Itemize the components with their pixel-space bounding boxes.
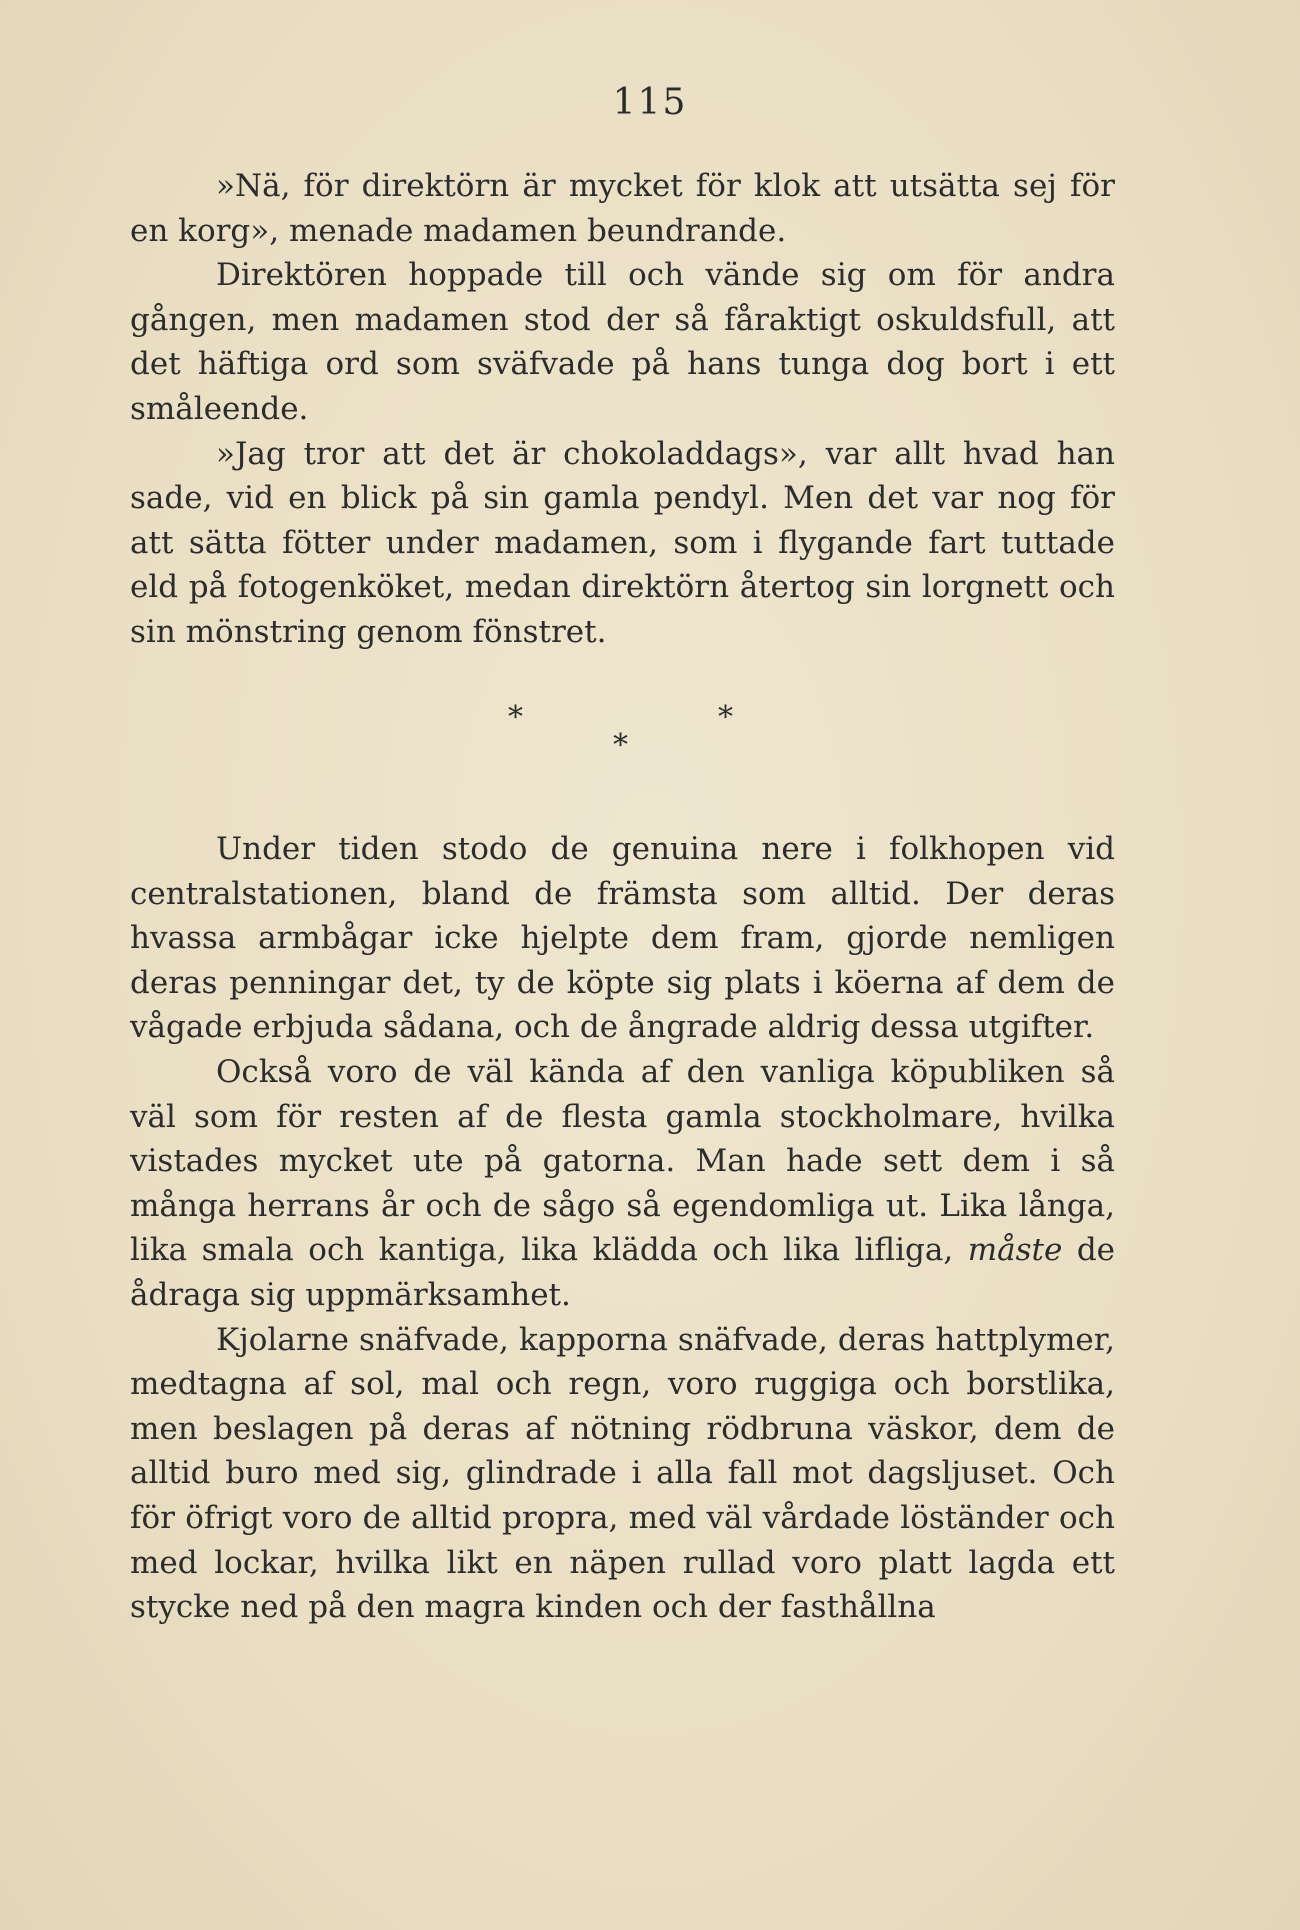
asterisk: *: [508, 700, 523, 735]
paragraph: Kjolarne snäfvade, kapporna snäfvade, deras hattplymer, medtagna af sol, mal och regn, voro ruggiga och borstlika, men beslagen på deras af nötning rödbruna väskor, dem de alltid buro med sig, glindrade i alla fall mot dagsljuset. Och för öfrigt voro de alltid propra, med väl vårdade löständer och med lockar, hvilka likt en näpen rullad voro platt lagda ett stycke ned på den magra kinden och der fasthållna: [130, 1321, 1115, 1626]
asterisk: *: [613, 728, 628, 763]
paragraph-text: de ådraga sig uppmärksamhet.: [130, 1232, 1116, 1313]
italic-emphasis: måste: [967, 1232, 1063, 1269]
paragraph-text: Också voro de väl kända af den vanliga köpubliken så väl som för resten af de flesta gamla stockholmare, hvilka vistades mycket ute på gatorna. Man hade sett dem i så många herrans år och de sågo så egendomliga ut. Lika långa, lika smala och kantiga, lika klädda och lika lifliga,: [130, 1053, 1115, 1269]
page-number: 115: [612, 82, 688, 123]
paragraph: Direktören hoppade till och vände sig om för andra gången, men madamen stod der så fåraktigt oskuldsfull, att det häftiga ord som sväfvade på hans tunga dog bort i ett småleende.: [130, 257, 1115, 427]
section-break-asterism: [0, 700, 1300, 763]
text-section-1: [130, 164, 1115, 655]
paragraph: »Jag tror att det är chokoladdags», var allt hvad han sade, vid en blick på sin gamla pendyl. Men det var nog för att sätta fötter under madamen, som i flygande fart tuttade eld på fotogenköket, medan direktörn återtog sin lorgnett och sin mönstring genom fönstret.: [130, 435, 1115, 650]
paragraph: [130, 1050, 1115, 1318]
paragraph: »Nä, för direktörn är mycket för klok att utsätta sej för en korg», menade madamen beundrande.: [130, 168, 1115, 249]
paragraph: Under tiden stodo de genuina nere i folkhopen vid centralstationen, bland de främsta som alltid. Der deras hvassa armbågar icke hjelpte dem fram, gjorde nemligen deras penningar det, ty de köpte sig plats i köerna af dem de vågade erbjuda sådana, och de ångrade aldrig dessa utgifter.: [130, 831, 1115, 1046]
text-section-2: [130, 827, 1115, 1630]
asterisk: *: [718, 700, 733, 735]
